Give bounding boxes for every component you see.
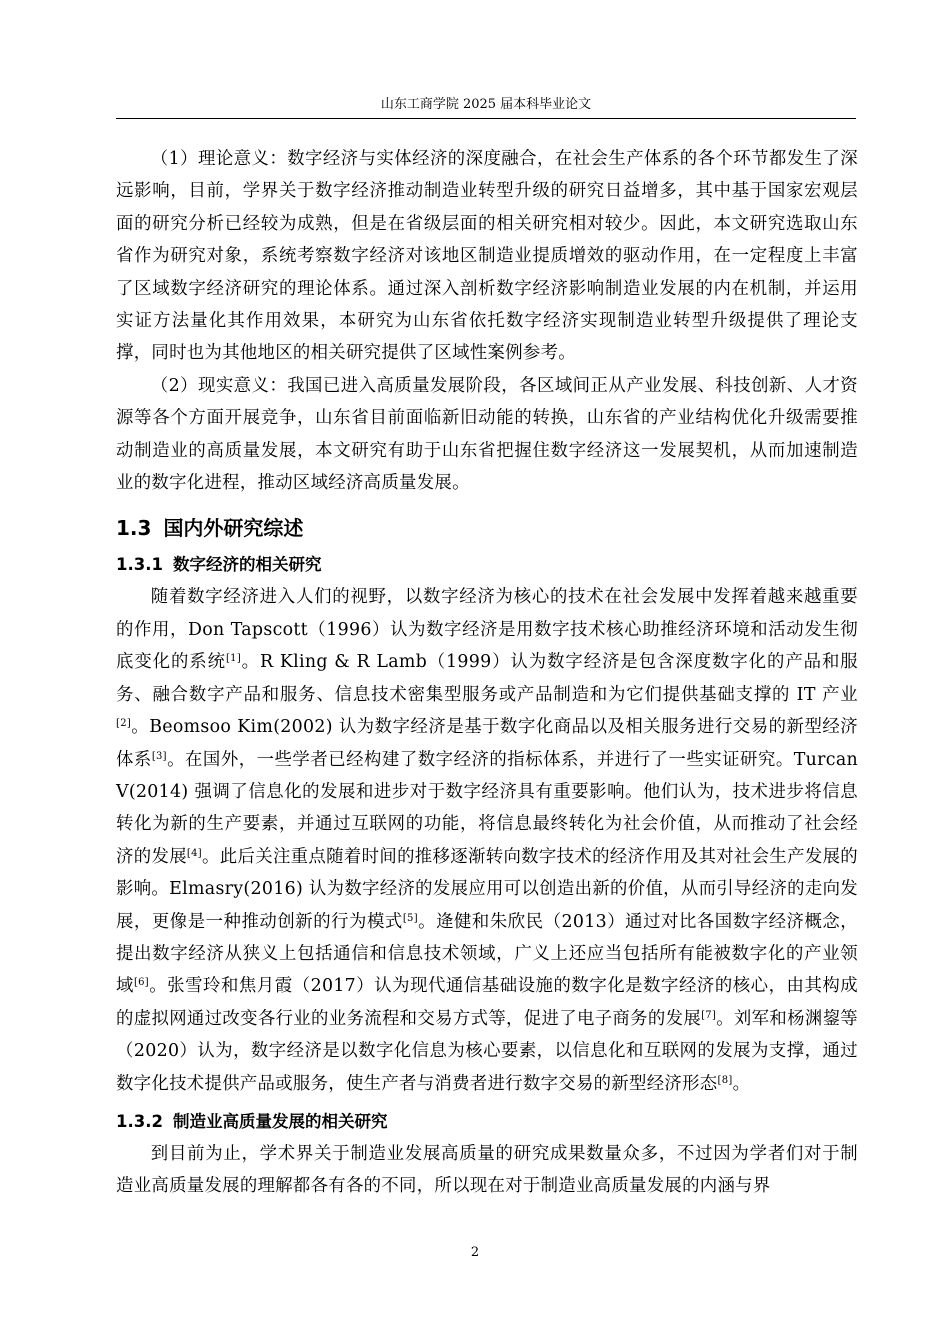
subsection-number: 1.3.2 [116, 1111, 163, 1131]
header-rule [116, 118, 856, 119]
page-body [116, 143, 858, 1203]
subsection-title: 制造业高质量发展的相关研究 [172, 1111, 388, 1131]
subsection-heading-1 [116, 549, 858, 581]
citation-5[interactable]: [5] [402, 912, 418, 924]
paragraph-practical-significance: （2）现实意义：我国已进入高质量发展阶段，各区域间正从产业发展、科技创新、人才资源等各个方面开展竞争，山东省目前面临新旧动能的转换，山东省的产业结构优化升级需要推动制造业的高质量发展，本文研究有助于山东省把握住数字经济这一发展契机，从而加速制造业的数字化进程，推动区域经济高质量发展。 [116, 375, 858, 494]
text-segment: 。 [732, 1073, 751, 1094]
paragraph-digital-economy-review [116, 581, 858, 1100]
section-heading [116, 513, 858, 543]
paragraph-theoretical-significance: （1）理论意义：数字经济与实体经济的深度融合，在社会生产体系的各个环节都发生了深远影响，目前，学界关于数字经济推动制造业转型升级的研究日益增多，其中基于国家宏观层面的研究分析已经较为成熟，但是在省级层面的相关研究相对较少。因此，本文研究选取山东省作为研究对象，系统考察数字经济对该地区制造业提质增效的驱动作用，在一定程度上丰富了区域数字经济研究的理论体系。通过深入剖析数字经济影响制造业发展的内在机制，并运用实证方法量化其作用效果，本研究为山东省依托数字经济实现制造业转型升级提供了理论支撑，同时也为其他地区的相关研究提供了区域性案例参考。 [116, 149, 858, 364]
subsection-heading-2 [116, 1106, 858, 1138]
text-segment: 。在国外，一些学者已经构建了数字经济的指标体系，并进行了一些实证研究。Turcan V(2014) 强调了信息化的发展和进步对于数字经济具有重要影响。他们认为，技术进步将信息转化为新的生产要素，并通过互联网的功能，将信息最终转化为社会价值，从而推动了社会经济的发展 [116, 749, 858, 867]
text-segment: 。刘军和杨渊鋆等（2020）认为，数字经济是以数字化信息为核心要素，以信息化和互联网的发展为支撑，通过数字化技术提供产品或服务，使生产者与消费者进行数字交易的新型经济形态 [116, 1008, 858, 1094]
page-number: 2 [470, 1245, 480, 1260]
text-segment: 随着数字经济进入人们的视野，以数字经济为核心的技术在社会发展中发挥着越来越重要的作用，Don Tapscott（1996）认为数字经济是用数字技术核心助推经济环境和活动发生彻底变化的系统 [116, 587, 858, 673]
paragraph-manufacturing-review: 到目前为止，学术界关于制造业发展高质量的研究成果数量众多，不过因为学者们对于制造业高质量发展的理解都各有各的不同，所以现在对于制造业高质量发展的内涵与界 [116, 1143, 858, 1197]
text-segment: 。此后关注重点随着时间的推移逐渐转向数字技术的经济作用及其对社会生产发展的影响。Elmasry(2016) 认为数字经济的发展应用可以创造出新的价值，从而引导经济的走向发展，更像是一种推动创新的行为模式 [116, 846, 858, 932]
text-segment: 。张雪玲和焦月霞（2017）认为现代通信基础设施的数字化是数字经济的核心，由其构成的虚拟网通过改变各行业的业务流程和交易方式等，促进了电子商务的发展 [116, 976, 858, 1029]
citation-2[interactable]: [2] [116, 718, 132, 730]
section-number: 1.3 [116, 516, 152, 541]
citation-4[interactable]: [4] [186, 847, 202, 859]
text-segment: 。Beomsoo Kim(2002) 认为数字经济是基于数字化商品以及相关服务进行交易的新型经济体系 [116, 717, 858, 770]
running-header: 山东工商学院 2025 届本科毕业论文 [380, 97, 592, 112]
text-segment: 。逄健和朱欣民（2013）通过对比各国数字经济概念，提出数字经济从狭义上包括通信和信息技术领域，广义上还应当包括所有能被数字化的产业领域 [116, 911, 858, 997]
citation-6[interactable]: [6] [133, 977, 150, 989]
citation-7[interactable]: [7] [701, 1009, 717, 1021]
citation-1[interactable]: [1] [225, 653, 242, 665]
text-segment: 。R Kling & R Lamb（1999）认为数字经济是包含深度数字化的产品和服务、融合数字产品和服务、信息技术密集型服务或产品制造和为它们提供基础支撑的 IT 产业 [116, 652, 858, 705]
citation-3[interactable]: [3] [151, 750, 167, 762]
subsection-title: 数字经济的相关研究 [172, 555, 322, 575]
citation-8[interactable]: [8] [717, 1074, 733, 1086]
section-title: 国内外研究综述 [163, 516, 304, 541]
subsection-number: 1.3.1 [116, 555, 163, 575]
